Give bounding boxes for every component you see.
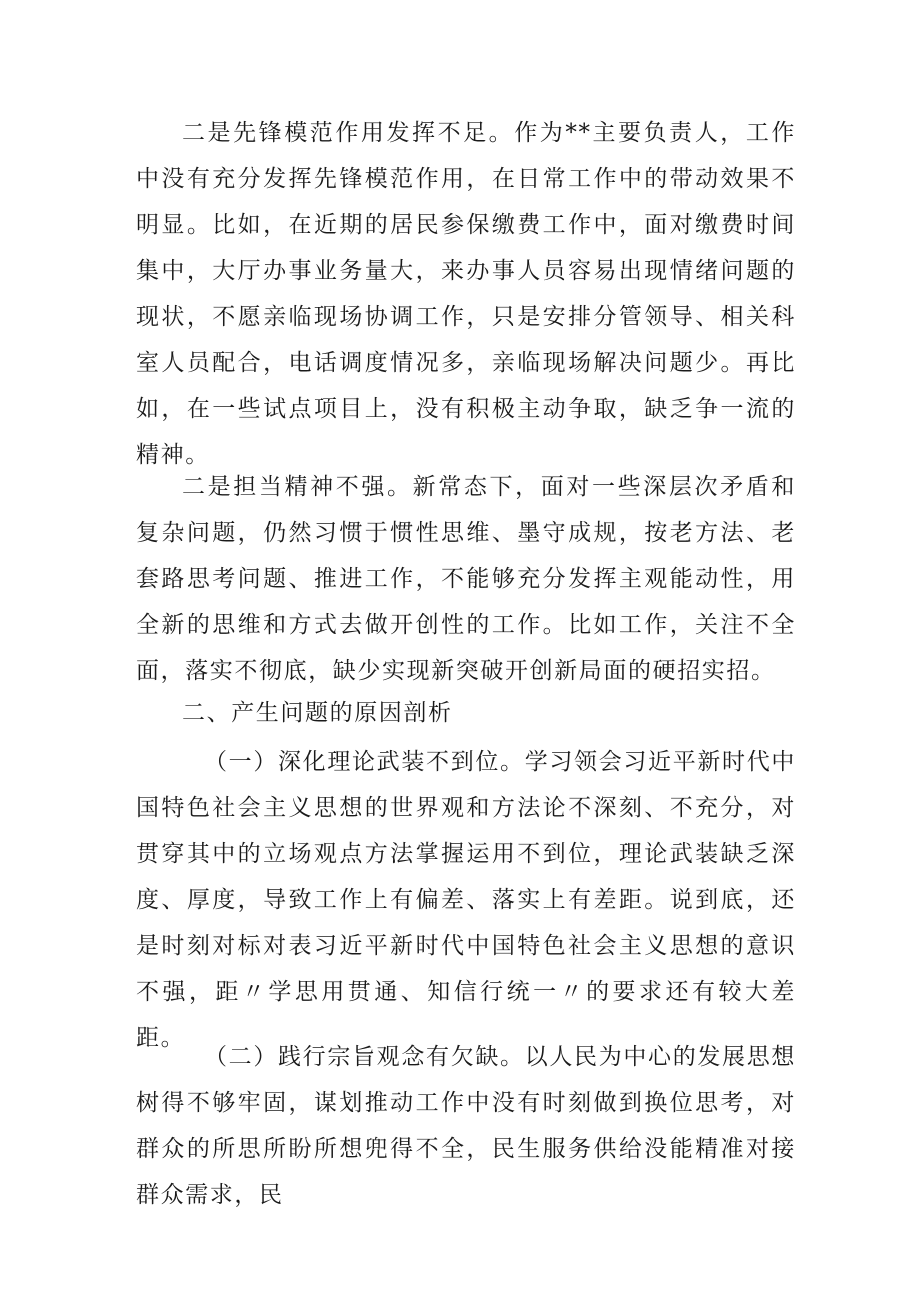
section-heading-cause-analysis: 二、产生问题的原因剖析	[182, 700, 453, 726]
paragraph-responsibility-spirit: 二是担当精神不强。新常态下，面对一些深层次矛盾和复杂问题，仍然习惯于惯性思维、墨守成规，按老方法、老套路思考问题、推进工作，不能够充分发挥主观能动性，用全新的思维和方式去做开创性的工作。比如工作，关注不全面，落实不彻底，缺少实现新突破开创新局面的硬招实招。	[136, 474, 796, 684]
paragraph-purpose-concept: （二）践行宗旨观念有欠缺。以人民为中心的发展思想树得不够牢固，谋划推动工作中没有时刻做到换位思考，对群众的所思所盼所想兜得不全，民生服务供给没能精准对接群众需求，民	[136, 1044, 796, 1208]
paragraph-vanguard-role: 二是先锋模范作用发挥不足。作为**主要负责人，工作中没有充分发挥先锋模范作用，在日常工作中的带动效果不明显。比如，在近期的居民参保缴费工作中，面对缴费时间集中，大厅办事业务量大，来办事人员容易出现情绪问题的现状，不愿亲临现场协调工作，只是安排分管领导、相关科室人员配合，电话调度情况多，亲临现场解决问题少。再比如，在一些试点项目上，没有积极主动争取，缺乏争一流的精神。	[136, 120, 796, 468]
paragraph-theory-armament: （一）深化理论武装不到位。学习领会习近平新时代中国特色社会主义思想的世界观和方法论不深刻、不充分，对贯穿其中的立场观点方法掌握运用不到位，理论武装缺乏深度、厚度，导致工作上有偏差、落实上有差距。说到底，还是时刻对标对表习近平新时代中国特色社会主义思想的意识不强，距〃学思用贯通、知信行统一〃的要求还有较大差距。	[136, 749, 796, 1051]
